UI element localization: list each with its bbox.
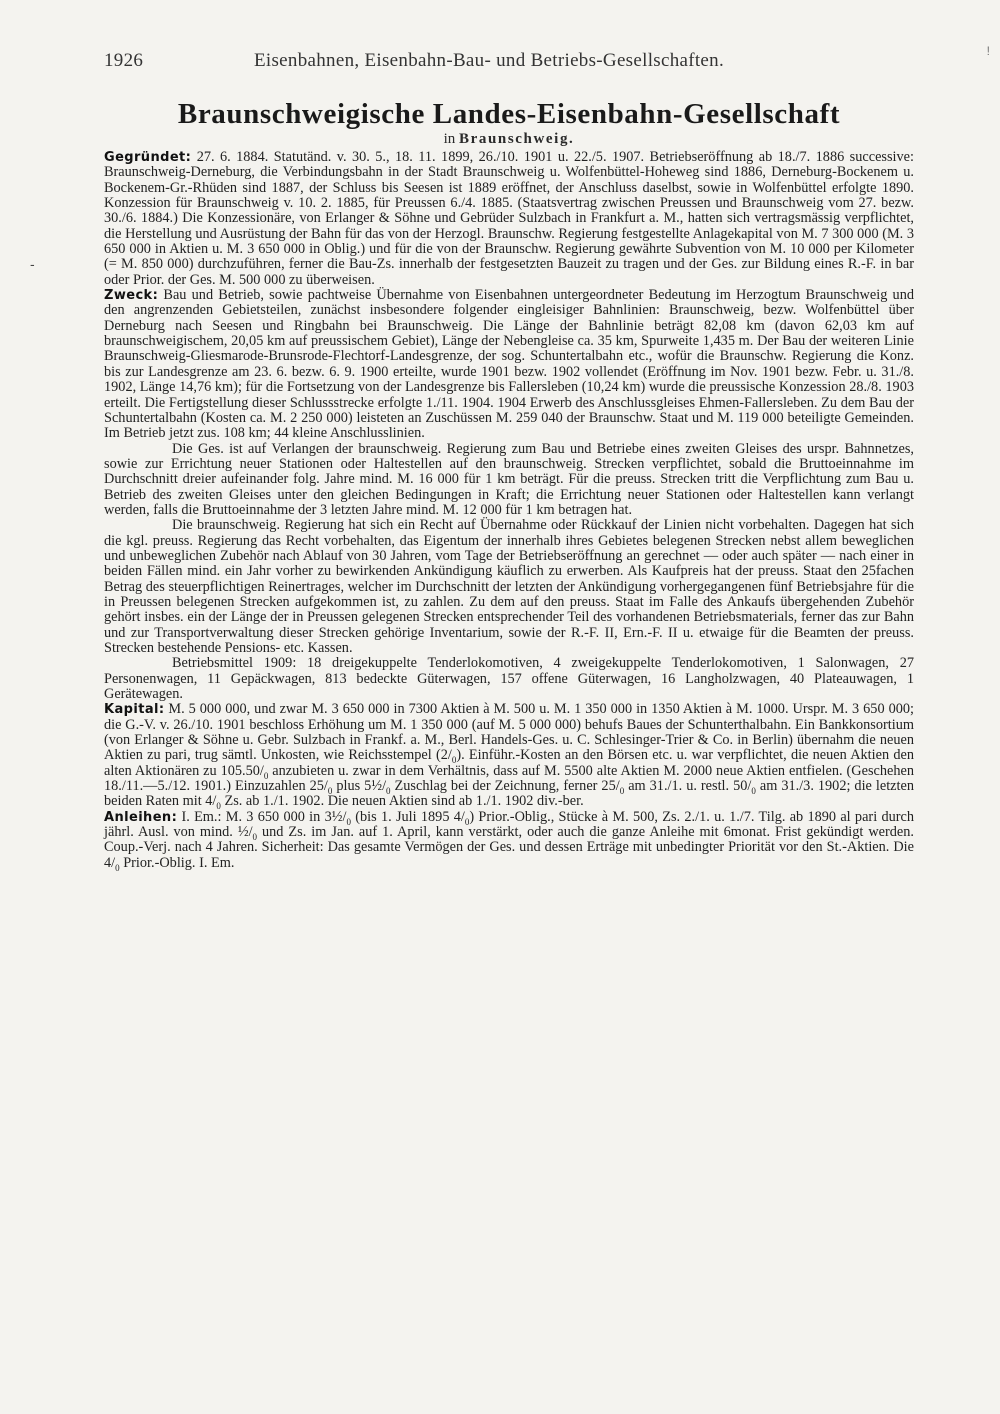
percent-sub: 0 bbox=[619, 785, 625, 796]
section-text-gegruendet: 27. 6. 1884. Statutänd. v. 30. 5., 18. 11. 1899, 26./10. 1901 u. 22./5. 1907. Betriebseröffnung ab 18./7. 1886 successive: Braunschweig-Derneburg, die Verbindungsbahn in der Stadt Braunschweig u. Wolfenbüttel-Hoheweg sind 1886, Derneburg-Bockenem u. Bockenem-Gr.-Rhüden sind 1887, der Schluss bis Seesen ist 1889 eröffnet, der Anschluss daselbst, sowie in Wolfenbüttel erfolgte 1890. Konzession für Braunschweig v. 10. 2. 1885, für Preussen 6./4. 1885. (Staatsvertrag zwischen Preussen und Braunschweig vom 27. bezw. 30./6. 1884.) Die Konzessionäre, von Erlanger & Söhne und Gebrüder Sulzbach in Frankfurt a. M., hatten sich vertragsmässig verpflichtet, die Herstellung und Ausrüstung der Bahn für das von der Herzogl. Braunschw. Regierung festgestellte Anlagekapital von M. 7 300 000 (M. 3 650 000 in Aktien u. M. 3 650 000 in Oblig.) und für die von der Braunschw. Regierung gewährte Subvention von M. 10 000 per Kilometer (= M. 850 000) durchzuführen, ferner die Bau-Zs. innerhalb der festgesetzten Bauzeit zu tragen und der Ges. zur Bildung eines R.-F. in bar oder Prior. der Ges. M. 500 000 zu überweisen. bbox=[104, 149, 914, 288]
section-gegruendet bbox=[104, 150, 914, 288]
location-city: Braunschweig. bbox=[459, 131, 575, 147]
percent-sub: 0 bbox=[386, 785, 391, 796]
section-label-zweck: Zweck: bbox=[104, 288, 159, 304]
running-head bbox=[104, 50, 914, 80]
zweck-paragraph-2: Die Ges. ist auf Verlangen der braunschweig. Regierung zum Bau und Betriebe eines zweiten Gleises des urspr. Bahnnetzes, sowie zur Errichtung neuer Stationen oder Haltestellen auf den braunschweig. Strecken verpflichtet, sobald die Bruttoeinnahme im Durchschnitt dreier aufeinander folg. Jahre mind. M. 16 000 für 1 km beträgt. Für die preuss. Strecken tritt die Verpflichtung zum Bau u. Betrieb des zweiten Gleises unter den gleichen Bedingungen in Kraft; die Errichtung neuer Stationen oder Haltestellen kann verlangt werden, falls die Bruttoeinnahme der 3 letzten Jahre mind. M. 12 000 für 1 km betragen hat. bbox=[104, 440, 914, 518]
kapital-text-c: anzubieten u. zwar in dem Verhältnis, dass auf M. 5500 alte Aktien M. 2000 neue Aktien entfielen. (Geschehen 18./11.—5./12. 1901.) Einzuzahlen 25 bbox=[104, 762, 914, 795]
page-number: 1926 bbox=[104, 50, 144, 71]
anleihen-text-d: und Zs. im Jan. auf 1. April, kann verstärkt, oder auch die ganze Anleihe mit 6monat. Frist gekündigt werden. Coup.-Verj. nach 4 Jahren. Sicherheit: Das gesamte Vermögen der Ges. und dessen Erträge mit unbedingter Priorität vor den St.-Aktien. Die 4 bbox=[104, 824, 914, 871]
zweck-paragraph-4: Betriebsmittel 1909: 18 dreigekuppelte Tenderlokomotiven, 4 zweigekuppelte Tenderlokomotiven, 1 Salonwagen, 27 Personenwagen, 11 Gepäckwagen, 813 bedeckte Güterwagen, 157 offene Güterwagen, 16 Langholzwagen, 40 Plateauwagen, 1 Gerätewagen. bbox=[104, 655, 914, 703]
zweck-paragraph-3: Die braunschweig. Regierung hat sich ein Recht auf Übernahme oder Rückkauf der Linien nicht vorbehalten. Dagegen hat sich die kgl. preuss. Regierung das Recht vorbehalten, das Eigentum der innerhalb ihres Gebietes belegenen Strecken nebst allem beweglichen und unbeweglichen Zubehör nach Ablauf von 30 Jahren, vom Tage der Betriebseröffnung an gerechnet — oder auch später — nach einer in beiden Fällen mind. ein Jahr vorher zu bewirkenden Ankündigung käuflich zu erwerben. Als Kaufpreis hat der preuss. Staat den 25fachen Betrag des steuerpflichtigen Reinertrages, welcher im Durchschnitt der letzten der Ankündigung vorhergegangenen fünf Betriebsjahre für die in Preussen belegenen Strecken aufgekommen ist, zu zahlen. Zu dem auf den preuss. Staat im Falle des Ankaufs übergehenden Zubehör gehört insbes. ein der Länge der in Preussen gelegenen Strecken entsprechender Teil des vorhandenen Betriebsmaterials, ferner das zur Bahn und zur Transportverwaltung dieser Strecken gehörige Inventarium, sowie der R.-F. II, Ern.-F. II u. etwaige für die Beamten der preuss. Strecken bestehende Pensions- etc. Kassen. bbox=[104, 517, 914, 656]
section-anleihen: Anleihen: I. Em.: M. 3 650 000 in $3\frac{1}{2}/_0$ (bis 1. Juli 1895 $4/_0$) Prior.-Oblig., Stücke à M. 500, Zs. 2./1. u. 1./7. Tilg. ab 1890 al pari durch jährl. Ausl. von mind. $\frac{1}{2}/_0$ und Zs. im Jan. auf 1. April, kann verstärkt, oder auch die ganze Anleihe mit 6monat. Frist gekündigt werden. Coup.-Verj. nach 4 Jahren. Sicherheit: Das gesamte Vermögen der Ges. und dessen Erträge mit unbedingter Priorität vor den St.-Aktien. Die $4/_0$ Prior.-Oblig. I. Em. bbox=[104, 808, 914, 873]
kapital-text-f: am 31./1. u. restl. 50 bbox=[624, 778, 748, 795]
percent-sub: 0 bbox=[252, 831, 258, 842]
kapital-text-a: M. 5 000 000, und zwar M. 3 650 000 in 7300 Aktien à M. 500 u. M. 1 350 000 in 1350 Aktien à M. 1000. Urspr. M. 3 650 000; die G.-V. v. 26./10. 1901 beschloss Erhöhung um M. 1 350 000 (auf M. 5 000 000) behufs Baues der Schunterthalbahn. Ein Bankkonsortium (von Erlanger & Söhne u. Gebr. Sulzbach in Frankf. a. M., Berl. Handels-Ges. u. C. Schlesinger-Trier & Co. in Berlin) übernahm die neuen Aktien zu pari, trug sämtl. Unkosten, wie Reichsstempel (2 bbox=[104, 701, 914, 764]
kapital-text-h: Zs. ab 1./1. 1902. Die neuen Aktien sind ab 1./1. 1902 div.-ber. bbox=[220, 793, 584, 810]
section-label-anleihen: Anleihen: bbox=[104, 809, 178, 825]
section-zweck bbox=[104, 288, 914, 441]
running-title: Eisenbahnen, Eisenbahn-Bau- und Betriebs-Gesellschaften. bbox=[254, 50, 725, 71]
anleihen-text-b: (bis 1. Juli 1895 4 bbox=[350, 808, 461, 825]
kapital-text-d: plus 5½ bbox=[332, 778, 383, 795]
anleihen-text-e: Prior.-Oblig. I. Em. bbox=[119, 854, 235, 871]
kapital-text-e: Zuschlag bei der Zeichnung, ferner 25 bbox=[390, 778, 616, 795]
section-label-gegruendet: Gegründet: bbox=[104, 150, 192, 165]
anleihen-text-a: I. Em.: M. 3 650 000 in 3½ bbox=[181, 808, 343, 825]
percent-sub: 0 bbox=[451, 755, 457, 766]
company-location bbox=[104, 130, 914, 148]
kapital-text-b: ). Einführ.-Kosten an den Börsen etc. u. war verpflichtet, die neuen Aktien den alten Aktionären zu 105.50 bbox=[104, 747, 914, 779]
percent-sub: 0 bbox=[464, 816, 470, 827]
section-label-kapital: Kapital: bbox=[104, 702, 165, 718]
company-title: Braunschweigische Landes-Eisenbahn-Gesellschaft bbox=[177, 98, 841, 130]
anleihen-text-c: ) Prior.-Oblig., Stücke à M. 500, Zs. 2./1. u. 1./7. Tilg. ab 1890 al pari durch jährl. Ausl. von mind. ½ bbox=[104, 808, 914, 841]
section-text-zweck: Bau und Betrieb, sowie pachtweise Übernahme von Eisenbahnen untergeordneter Bedeutung im Herzogtum Braunschweig und den angrenzenden Gebietsteilen, zunächst insbesondere folgender eingleisiger Bahnlinien: Braunschweig, bezw. Wolfenbüttel über Derneburg nach Seesen und Ringbahn bei Braunschweig. Die Länge der Bahnlinie beträgt 82,08 km (davon 62,03 km auf braunschweigischem, 20,05 km auf preussischem Gebiet), Länge der Nebengleise ca. 35 km, Spurweite 1,435 m. Der Bau der weiteren Linie Braunschweig-Gliesmarode-Brunsrode-Flechtorf-Landesgrenze, der sog. Schuntertalbahn etc., wofür die Braunschw. Regierung die Konz. bis zur Landesgrenze am 23. 6. bezw. 6. 9. 1900 erteilte, wurde 1901 bezw. 1902 vollendet (Eröffnung im Nov. 1901 bezw. Febr. u. 31./8. 1902, Länge 14,76 km); für die Fortsetzung von der Landesgrenze bis Fallersleben (10,24 km) wurde die preussische Konzession 28./8. 1903 erteilt. Die Fertigstellung dieser Schlussstrecke erfolgte 1./11. 1904. 1904 Erwerb des Anschlussgleises Ehmen-Fallersleben. Zu dem Bau der Schuntertalbahn (Kosten ca. M. 2 250 000) leisteten an Zuschüssen M. 259 040 der Braunschw. Staat und M. 119 000 beteiligte Gemeinden. Im Betrieb jetzt zus. 108 km; 44 kleine Anschlusslinien. bbox=[104, 287, 914, 442]
percent-sub: 0 bbox=[263, 770, 269, 781]
percent-sub: 0 bbox=[115, 862, 120, 873]
percent-sub: 0 bbox=[751, 785, 756, 796]
location-prefix: in bbox=[443, 131, 456, 147]
percent-sub: 0 bbox=[216, 801, 221, 812]
kapital-text-g: am 31./3. 1902; die letzten beiden Raten mit 4 bbox=[104, 778, 914, 810]
percent-sub: 0 bbox=[346, 816, 351, 827]
section-kapital: Kapital: M. 5 000 000, und zwar M. 3 650 000 in 7300 Aktien à M. 500 u. M. 1 350 000 in 1350 Aktien à M. 1000. Urspr. M. 3 650 000; die G.-V. v. 26./10. 1901 beschloss Erhöhung um M. 1 350 000 (auf M. 5 000 000) behufs Baues der Schunterthalbahn. Ein Bankkonsortium (von Erlanger & Söhne u. Gebr. Sulzbach in Frankf. a. M., Berl. Handels-Ges. u. C. Schlesinger-Trier & Co. in Berlin) übernahm die neuen Aktien zu pari, trug sämtl. Unkosten, wie Reichsstempel $(2/_0)$. Einführ.-Kosten an den Börsen etc. u. war verpflichtet, die neuen Aktien den alten Aktionären zu $105.50/_0$ anzubieten u. zwar in dem Verhältnis, dass auf M. 5500 alte Aktien M. 2000 neue Aktien entfielen. (Geschehen 18./11.—5./12. 1901.) Einzuzahlen $25/_0$ plus $5\frac{1}{2}/_0$ Zuschlag bei der Zeichnung, ferner $25/_0$ am 31./1. u. restl. $50/_0$ am 31./3. 1902; die letzten beiden Raten mit $4/_0$ Zs. ab 1./1. 1902. Die neuen Aktien sind ab 1./1. 1902 div.-ber. bbox=[104, 701, 914, 812]
percent-sub: 0 bbox=[327, 785, 333, 796]
margin-mark-right: ! bbox=[986, 44, 990, 58]
margin-mark-left: - bbox=[30, 256, 35, 272]
